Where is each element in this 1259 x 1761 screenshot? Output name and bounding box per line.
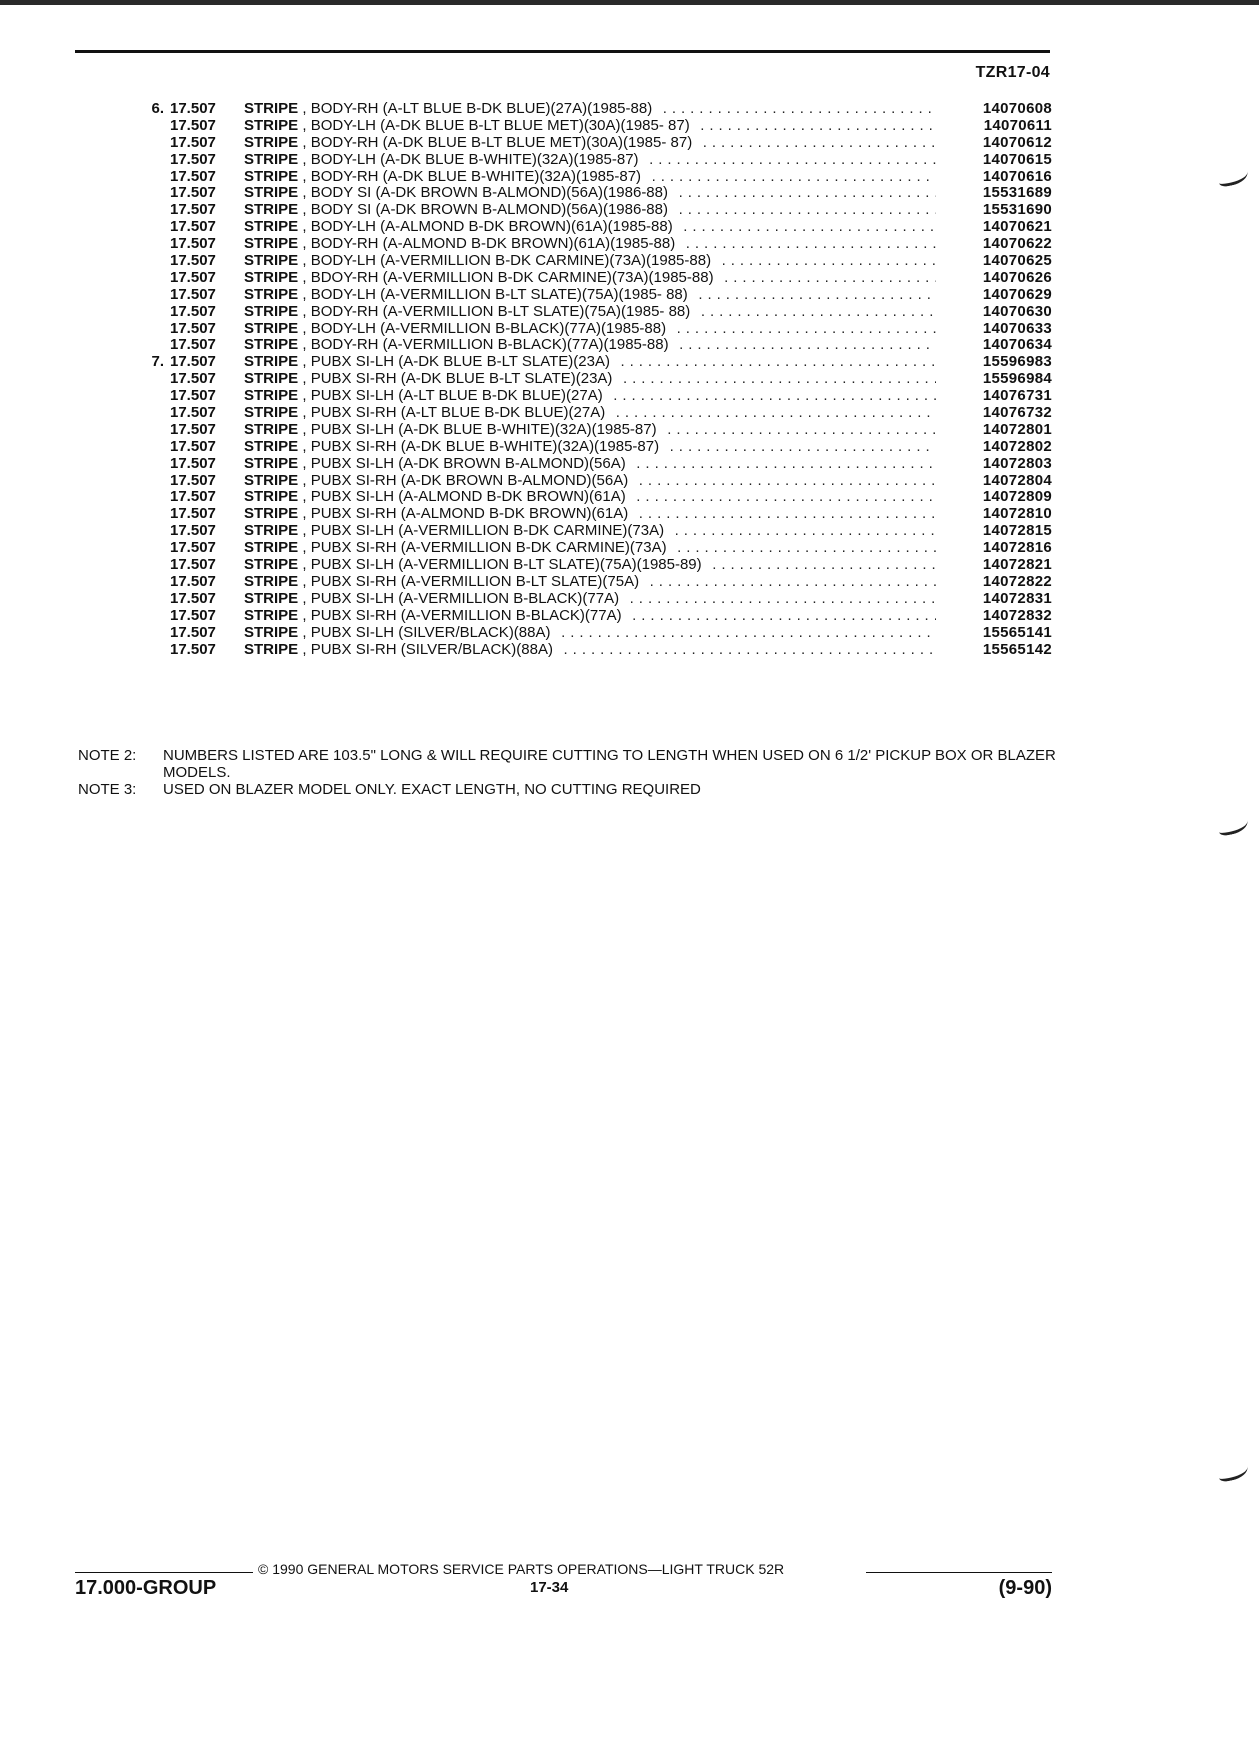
part-row	[126, 557, 1052, 574]
part-name: STRIPE	[244, 236, 299, 253]
part-row	[126, 321, 1052, 338]
part-number: 14072822	[982, 572, 1052, 590]
part-description: , BODY-RH (A-VERMILLION B-LT SLATE)(75A)(1985- 88)	[302, 303, 691, 320]
description-cell	[244, 101, 936, 118]
note	[78, 781, 1058, 798]
part-row	[126, 625, 1052, 642]
group-number: 17.507	[170, 353, 216, 371]
part-number: 14070608	[982, 100, 1052, 117]
part-description: , PUBX SI-RH (SILVER/BLACK)(88A)	[302, 641, 553, 658]
description-cell	[244, 219, 936, 236]
part-row	[126, 118, 1052, 135]
part-description: , BODY-LH (A-VERMILLION B-DK CARMINE)(73A)(1985-88)	[302, 253, 712, 270]
part-description: , BODY-RH (A-LT BLUE B-DK BLUE)(27A)(1985-88)	[302, 101, 653, 117]
footer-rule-right	[866, 1572, 1052, 1573]
description-cell	[244, 591, 936, 608]
group-number: 17.507	[170, 420, 216, 438]
part-description: , BODY-LH (A-VERMILLION B-LT SLATE)(75A)(1985- 88)	[302, 286, 688, 303]
part-number: 14072802	[982, 437, 1052, 455]
group-number: 17.507	[170, 370, 216, 388]
part-name: STRIPE	[244, 371, 299, 388]
part-description: , PUBX SI-RH (A-DK BLUE B-LT SLATE)(23A)	[302, 371, 613, 388]
description-cell	[244, 506, 936, 523]
part-number: 15565142	[982, 640, 1052, 658]
part-number: 14072810	[982, 505, 1052, 523]
part-description: , PUBX SI-LH (A-ALMOND B-DK BROWN)(61A)	[302, 489, 626, 506]
part-number: 14070616	[982, 167, 1052, 185]
part-number: 15596984	[982, 370, 1052, 388]
description-cell	[244, 270, 936, 287]
description-cell	[244, 439, 936, 456]
group-number: 17.507	[170, 505, 216, 523]
part-name: STRIPE	[244, 303, 299, 320]
part-name: STRIPE	[244, 117, 299, 134]
description-cell	[244, 456, 936, 473]
group-number: 17.507	[170, 336, 216, 354]
description-cell	[244, 287, 936, 304]
description-cell	[244, 557, 936, 574]
description-cell	[244, 118, 936, 135]
description-cell	[244, 574, 936, 591]
part-name: STRIPE	[244, 573, 299, 590]
part-number: 14070629	[982, 285, 1052, 303]
part-number: 14070634	[982, 336, 1052, 354]
group-number: 17.507	[170, 556, 216, 574]
part-row	[126, 608, 1052, 625]
part-number: 14076731	[982, 387, 1052, 405]
part-number: 15565141	[982, 623, 1052, 641]
description-cell	[244, 169, 936, 186]
part-description: , PUBX SI-RH (A-DK BLUE B-WHITE)(32A)(1985-87)	[302, 438, 660, 455]
group-number: 17.507	[170, 167, 216, 185]
footer-copyright: © 1990 GENERAL MOTORS SERVICE PARTS OPERATIONS—LIGHT TRUCK 52R	[258, 1561, 785, 1577]
part-number: 14076732	[982, 404, 1052, 422]
group-number: 17.507	[170, 184, 216, 202]
part-name: STRIPE	[244, 134, 299, 151]
part-name: STRIPE	[244, 624, 299, 641]
description-cell	[244, 202, 936, 219]
part-description: , PUBX SI-RH (A-LT BLUE B-DK BLUE)(27A)	[302, 405, 606, 422]
part-number: 14070611	[983, 116, 1052, 134]
group-number: 17.507	[170, 539, 216, 557]
part-description: , PUBX SI-RH (A-VERMILLION B-LT SLATE)(75A)	[302, 573, 640, 590]
part-name: STRIPE	[244, 269, 299, 286]
part-description: , BODY-RH (A-ALMOND B-DK BROWN)(61A)(1985-88)	[302, 236, 676, 253]
part-description: , BODY-LH (A-DK BLUE B-WHITE)(32A)(1985-87)	[302, 151, 639, 168]
part-number: 14072801	[982, 420, 1052, 438]
part-row	[126, 405, 1052, 422]
part-row	[126, 591, 1052, 608]
part-number: 14070633	[982, 319, 1052, 337]
part-row	[126, 388, 1052, 405]
part-description: , PUBX SI-LH (A-VERMILLION B-LT SLATE)(75A)(1985-89)	[302, 557, 702, 574]
part-name: STRIPE	[244, 405, 299, 422]
part-description: , PUBX SI-LH (A-VERMILLION B-DK CARMINE)(73A)	[302, 523, 665, 540]
group-number: 17.507	[170, 606, 216, 624]
group-number: 17.507	[170, 218, 216, 236]
part-row	[126, 574, 1052, 591]
part-name: STRIPE	[244, 472, 299, 489]
group-number: 17.507	[170, 454, 216, 472]
group-number: 17.507	[170, 437, 216, 455]
binder-hole-mark	[1217, 814, 1250, 837]
description-cell	[244, 422, 936, 439]
part-row	[126, 101, 1052, 118]
part-row	[126, 135, 1052, 152]
revision-date: (9-90)	[998, 1577, 1052, 1599]
group-number: 17.507	[170, 268, 216, 286]
part-row	[126, 489, 1052, 506]
part-row	[126, 523, 1052, 540]
document-code: TZR17-04	[975, 64, 1050, 81]
binder-hole-mark	[1217, 1460, 1250, 1483]
part-row	[126, 506, 1052, 523]
group-number: 17.507	[170, 201, 216, 219]
part-name: STRIPE	[244, 523, 299, 540]
part-name: STRIPE	[244, 557, 299, 574]
part-name: STRIPE	[244, 506, 299, 523]
part-row	[126, 185, 1052, 202]
description-cell	[244, 304, 936, 321]
part-description: , PUBX SI-LH (SILVER/BLACK)(88A)	[302, 624, 551, 641]
item-number: 7.	[151, 353, 164, 371]
part-name: STRIPE	[244, 540, 299, 557]
part-row	[126, 236, 1052, 253]
group-number: 17.507	[170, 133, 216, 151]
part-name: STRIPE	[244, 101, 299, 117]
part-name: STRIPE	[244, 641, 299, 658]
part-row	[126, 642, 1052, 659]
group-number: 17.507	[170, 319, 216, 337]
description-cell	[244, 608, 936, 625]
part-description: , PUBX SI-LH (A-DK BLUE B-WHITE)(32A)(1985-87)	[302, 421, 657, 438]
part-row	[126, 287, 1052, 304]
part-number: 14072815	[982, 522, 1052, 540]
part-description: , PUBX SI-LH (A-VERMILLION B-BLACK)(77A)	[302, 590, 620, 607]
group-number: 17.507	[170, 522, 216, 540]
part-row	[126, 253, 1052, 270]
part-description: , BDOY-RH (A-VERMILLION B-DK CARMINE)(73A)(1985-88)	[302, 269, 714, 286]
part-name: STRIPE	[244, 337, 299, 354]
part-row	[126, 354, 1052, 371]
part-number: 14072804	[982, 471, 1052, 489]
parts-list	[126, 101, 1052, 658]
part-number: 14072821	[982, 556, 1052, 574]
description-cell	[244, 354, 936, 371]
part-row	[126, 473, 1052, 490]
scan-top-edge	[0, 0, 1259, 5]
part-row	[126, 152, 1052, 169]
part-description: , BODY-RH (A-VERMILLION B-BLACK)(77A)(1985-88)	[302, 337, 669, 354]
note	[78, 747, 1058, 781]
group-number: 17.507	[170, 100, 216, 117]
part-description: , BODY SI (A-DK BROWN B-ALMOND)(56A)(1986-88)	[302, 185, 668, 202]
group-number: 17.507	[170, 471, 216, 489]
part-description: , BODY SI (A-DK BROWN B-ALMOND)(56A)(1986-88)	[302, 202, 668, 219]
part-row	[126, 270, 1052, 287]
part-description: , PUBX SI-RH (A-VERMILLION B-DK CARMINE)(73A)	[302, 540, 667, 557]
part-description: , BODY-LH (A-ALMOND B-DK BROWN)(61A)(1985-88)	[302, 219, 673, 236]
part-row	[126, 456, 1052, 473]
part-row	[126, 422, 1052, 439]
part-number: 14072831	[982, 589, 1052, 607]
description-cell	[244, 152, 936, 169]
part-name: STRIPE	[244, 607, 299, 624]
part-name: STRIPE	[244, 590, 299, 607]
part-row	[126, 439, 1052, 456]
part-name: STRIPE	[244, 151, 299, 168]
part-number: 14072832	[982, 606, 1052, 624]
part-number: 14072803	[982, 454, 1052, 472]
description-cell	[244, 405, 936, 422]
part-name: STRIPE	[244, 185, 299, 202]
binder-hole-mark	[1217, 165, 1250, 188]
part-number: 14070622	[982, 235, 1052, 253]
part-name: STRIPE	[244, 438, 299, 455]
description-cell	[244, 253, 936, 270]
note-label: NOTE 3:	[78, 781, 137, 798]
part-number: 14070625	[982, 252, 1052, 270]
group-number: 17.507	[170, 252, 216, 270]
description-cell	[244, 185, 936, 202]
description-cell	[244, 371, 936, 388]
group-number: 17.507	[170, 235, 216, 253]
note-text: NUMBERS LISTED ARE 103.5" LONG & WILL REQUIRE CUTTING TO LENGTH WHEN USED ON 6 1/2' PICKUP BOX OR BLAZER MODELS.	[163, 747, 1056, 781]
part-number: 15531690	[982, 201, 1052, 219]
group-number: 17.507	[170, 150, 216, 168]
description-cell	[244, 135, 936, 152]
group-number: 17.507	[170, 404, 216, 422]
part-number: 14070626	[982, 268, 1052, 286]
group-number: 17.507	[170, 387, 216, 405]
part-number: 14070630	[982, 302, 1052, 320]
part-name: STRIPE	[244, 455, 299, 472]
part-number: 14070612	[982, 133, 1052, 151]
part-description: , PUBX SI-LH (A-DK BLUE B-LT SLATE)(23A)	[302, 354, 610, 371]
part-row	[126, 219, 1052, 236]
group-number: 17.507	[170, 640, 216, 658]
part-number: 15531689	[982, 184, 1052, 202]
part-description: , PUBX SI-LH (A-DK BROWN B-ALMOND)(56A)	[302, 455, 626, 472]
description-cell	[244, 337, 936, 354]
group-number: 17.507	[170, 589, 216, 607]
group-number: 17.507	[170, 488, 216, 506]
description-cell	[244, 321, 936, 338]
part-description: , BODY-LH (A-VERMILLION B-BLACK)(77A)(1985-88)	[302, 320, 667, 337]
part-description: , PUBX SI-RH (A-VERMILLION B-BLACK)(77A)	[302, 607, 622, 624]
part-name: STRIPE	[244, 489, 299, 506]
description-cell	[244, 236, 936, 253]
part-name: STRIPE	[244, 421, 299, 438]
top-rule	[75, 50, 1050, 53]
part-name: STRIPE	[244, 168, 299, 185]
part-row	[126, 540, 1052, 557]
page-number: 17-34	[530, 1579, 569, 1596]
part-number: 14072816	[982, 539, 1052, 557]
item-number: 6.	[151, 100, 164, 117]
description-cell	[244, 388, 936, 405]
part-row	[126, 337, 1052, 354]
part-description: , BODY-RH (A-DK BLUE B-WHITE)(32A)(1985-87)	[302, 168, 642, 185]
note-text: USED ON BLAZER MODEL ONLY. EXACT LENGTH, NO CUTTING REQUIRED	[163, 781, 701, 798]
part-number: 14070615	[982, 150, 1052, 168]
group-number: 17.507	[170, 572, 216, 590]
notes-section	[78, 747, 1058, 798]
footer-rule-left	[75, 1572, 253, 1573]
part-description: , BODY-RH (A-DK BLUE B-LT BLUE MET)(30A)(1985- 87)	[302, 134, 693, 151]
part-row	[126, 371, 1052, 388]
part-number: 15596983	[982, 353, 1052, 371]
part-description: , PUBX SI-RH (A-ALMOND B-DK BROWN)(61A)	[302, 506, 629, 523]
description-cell	[244, 523, 936, 540]
note-label: NOTE 2:	[78, 747, 137, 764]
part-name: STRIPE	[244, 253, 299, 270]
footer-group-label: 17.000-GROUP	[75, 1577, 217, 1599]
description-cell	[244, 489, 936, 506]
part-description: , BODY-LH (A-DK BLUE B-LT BLUE MET)(30A)(1985- 87)	[302, 117, 690, 134]
part-name: STRIPE	[244, 202, 299, 219]
group-number: 17.507	[170, 623, 216, 641]
part-description: , PUBX SI-RH (A-DK BROWN B-ALMOND)(56A)	[302, 472, 629, 489]
part-name: STRIPE	[244, 320, 299, 337]
description-cell	[244, 473, 936, 490]
part-number: 14070621	[982, 218, 1052, 236]
description-cell	[244, 642, 936, 659]
part-row	[126, 202, 1052, 219]
group-number: 17.507	[170, 116, 216, 134]
description-cell	[244, 625, 936, 642]
part-description: , PUBX SI-LH (A-LT BLUE B-DK BLUE)(27A)	[302, 388, 603, 405]
part-row	[126, 169, 1052, 186]
group-number: 17.507	[170, 302, 216, 320]
part-row	[126, 304, 1052, 321]
description-cell	[244, 540, 936, 557]
part-name: STRIPE	[244, 286, 299, 303]
part-number: 14072809	[982, 488, 1052, 506]
part-name: STRIPE	[244, 354, 299, 371]
part-name: STRIPE	[244, 219, 299, 236]
part-name: STRIPE	[244, 388, 299, 405]
group-number: 17.507	[170, 285, 216, 303]
